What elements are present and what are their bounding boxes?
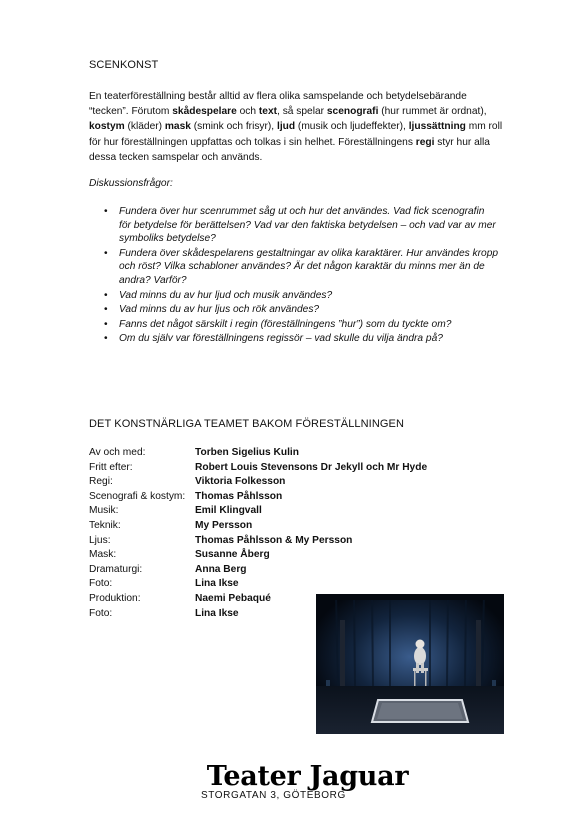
intro-bold-term: regi bbox=[415, 136, 435, 148]
credit-role: Dramaturgi: bbox=[89, 563, 143, 575]
credit-row bbox=[89, 563, 427, 578]
credit-row bbox=[89, 519, 427, 534]
intro-text: och bbox=[236, 106, 259, 118]
credit-row bbox=[89, 548, 427, 563]
intro-text: (musik och ljudeffekter), bbox=[295, 121, 409, 133]
discussion-question: • Vad minns du av hur ljud och musik användes? bbox=[89, 289, 499, 303]
credit-row bbox=[89, 446, 427, 461]
discussion-questions-list bbox=[89, 205, 499, 347]
intro-bold-term: scenografi bbox=[326, 106, 379, 118]
credit-role: Teknik: bbox=[89, 519, 121, 531]
credit-row bbox=[89, 577, 427, 592]
discussion-label: Diskussionsfrågor: bbox=[89, 178, 173, 189]
intro-bold-term: skådespelare bbox=[172, 106, 237, 118]
section-title-team: DET KONSTNÄRLIGA TEAMET BAKOM FÖRESTÄLLNINGEN bbox=[89, 418, 405, 430]
intro-text: En teaterföreställning består alltid av flera olika samspelande och betydelsebärande “tecken”. Förutom bbox=[89, 91, 467, 118]
intro-text: (smink och frisyr), bbox=[190, 121, 277, 133]
credit-role: Foto: bbox=[89, 578, 113, 590]
credit-name: Emil Klingvall bbox=[195, 505, 262, 517]
discussion-question: • Fundera över skådespelarens gestaltningar av olika karaktärer. Hur användes kropp och röst? Vilka schabloner användes? Är det någon karaktär du minns mer än de andra? Varför? bbox=[89, 247, 499, 288]
section-title-scenkonst: SCENKONST bbox=[89, 59, 159, 71]
logo-name: Teater Jaguar bbox=[206, 761, 409, 792]
intro-text: , så spelar bbox=[277, 106, 327, 118]
credit-row bbox=[89, 504, 427, 519]
intro-bold-term: ljussättning bbox=[408, 121, 466, 133]
credit-row bbox=[89, 461, 427, 476]
intro-paragraph bbox=[89, 89, 509, 165]
intro-bold-term: mask bbox=[164, 121, 191, 133]
intro-text: (hur rummet är ordnat), bbox=[378, 106, 487, 118]
credit-role: Av och med: bbox=[89, 447, 146, 458]
intro-text: mm roll för hur föreställningen uppfattas och tolkas i sin helhet. Föreställningens bbox=[89, 121, 503, 148]
credit-name: Viktoria Folkesson bbox=[195, 476, 286, 488]
intro-bold-term: text bbox=[258, 106, 278, 118]
credit-name: Torben Sigelius Kulin bbox=[195, 447, 299, 458]
credit-name: Lina Ikse bbox=[195, 578, 239, 590]
credit-role: Mask: bbox=[89, 549, 117, 561]
stage-photo bbox=[316, 594, 504, 734]
credit-name: My Persson bbox=[195, 519, 253, 531]
discussion-question: • Vad minns du av hur ljus och rök användes? bbox=[89, 303, 499, 317]
logo-address: STORGATAN 3, GÖTEBORG bbox=[201, 790, 346, 801]
intro-bold-term: ljud bbox=[276, 121, 296, 133]
intro-text: styr hur alla dessa tecken samspelar och används. bbox=[89, 136, 490, 163]
intro-text: (kläder) bbox=[124, 121, 165, 133]
credit-name: Lina Ikse bbox=[195, 607, 239, 619]
credit-row bbox=[89, 490, 427, 505]
credit-role: Ljus: bbox=[89, 534, 111, 546]
discussion-question: • Om du själv var föreställningens regissör – vad skulle du vilja ändra på? bbox=[89, 332, 499, 346]
credit-row bbox=[89, 475, 427, 490]
discussion-question: • Fundera över hur scenrummet såg ut och hur det användes. Vad fick scenografin för betydelse för berättelsen? Vad var den faktiska betydelsen – och vad var av mer symboliks betydelse? bbox=[89, 205, 499, 246]
credit-name: Robert Louis Stevensons Dr Jekyll och Mr Hyde bbox=[195, 461, 428, 473]
credit-row bbox=[89, 534, 427, 549]
credit-name: Thomas Påhlsson & My Persson bbox=[195, 534, 353, 546]
credit-role: Fritt efter: bbox=[89, 461, 133, 473]
intro-bold-term: kostym bbox=[89, 121, 125, 133]
credit-role: Produktion: bbox=[89, 592, 141, 604]
credit-name: Thomas Påhlsson bbox=[195, 490, 283, 502]
credit-name: Susanne Åberg bbox=[195, 549, 270, 561]
credit-name: Anna Berg bbox=[195, 563, 247, 575]
credit-role: Scenografi & kostym: bbox=[89, 490, 186, 502]
credit-role: Foto: bbox=[89, 607, 113, 619]
discussion-question: • Fanns det något särskilt i regin (föreställningens ”hur”) som du tyckte om? bbox=[89, 318, 499, 332]
credit-role: Regi: bbox=[89, 476, 113, 488]
credit-role: Musik: bbox=[89, 505, 119, 517]
credit-name: Naemi Pebaqué bbox=[195, 592, 271, 604]
teater-jaguar-logo bbox=[195, 762, 420, 802]
